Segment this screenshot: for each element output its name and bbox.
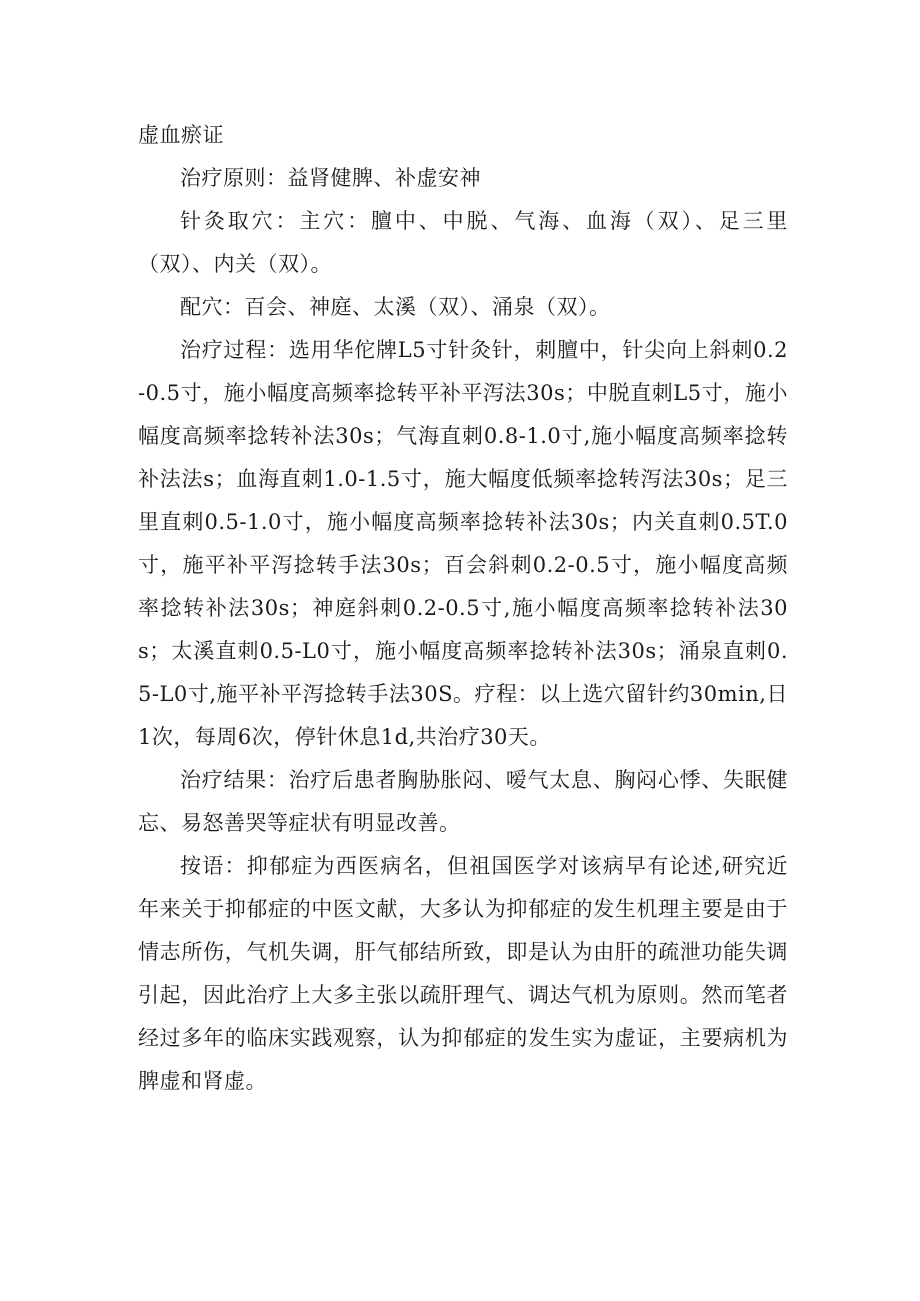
- paragraph-secondary-acupoints: 配穴：百会、神庭、太溪（双）、涌泉（双）。: [180, 295, 611, 319]
- paragraph-treatment-principle: 治疗原则：益肾健脾、补虚安神: [180, 166, 481, 190]
- document-page: [138, 114, 788, 1103]
- paragraph-treatment-result: 治疗结果：治疗后患者胸胁胀闷、嗳气太息、胸闷心悸、失眠健忘、易怒善哭等症状有明显改善。: [138, 768, 788, 835]
- paragraph-main-acupoints: 针灸取穴：主穴：膻中、中脱、气海、血海（双）、足三里（双）、内关（双）。: [138, 209, 788, 276]
- paragraph-heading: 虚血瘀证: [138, 123, 224, 147]
- paragraph-commentary: 按语：抑郁症为西医病名，但祖国医学对该病早有论述,研究近年来关于抑郁症的中医文献，大多认为抑郁症的发生机理主要是由于情志所伤，气机失调，肝气郁结所致，即是认为由肝的疏泄功能失调引起，因此治疗上大多主张以疏肝理气、调达气机为原则。然而笔者经过多年的临床实践观察，认为抑郁症的发生实为虚证，主要病机为脾虚和肾虚。: [138, 854, 788, 1093]
- paragraph-treatment-process: 治疗过程：选用华佗牌L5寸针灸针，刺膻中，针尖向上斜刺0.2-0.5寸，施小幅度高频率捻转平补平泻法30s；中脱直刺L5寸，施小幅度高频率捻转补法30s；气海直刺0.8-1.0寸,施小幅度高频率捻转补法法s；血海直刺1.0-1.5寸，施大幅度低频率捻转泻法30s；足三里直刺0.5-1.0寸，施小幅度高频率捻转补法30s；内关直刺0.5T.0寸，施平补平泻捻转手法30s；百会斜刺0.2-0.5寸，施小幅度高频率捻转补法30s；神庭斜刺0.2-0.5寸,施小幅度高频率捻转补法30s；太溪直刺0.5-L0寸，施小幅度高频率捻转补法30s；涌泉直刺0.5-L0寸,施平补平泻捻转手法30S。疗程：以上选穴留针约30min,日1次，每周6次，停针休息1d,共治疗30天。: [138, 338, 788, 749]
